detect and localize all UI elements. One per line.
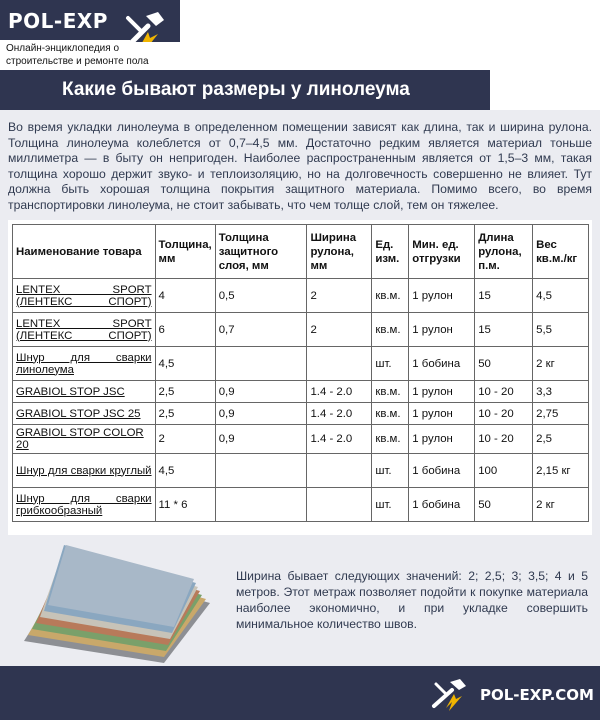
table-cell: 0,9 bbox=[215, 403, 307, 425]
table-cell: 1.4 - 2.0 bbox=[307, 381, 372, 403]
table-row bbox=[13, 347, 589, 381]
table-cell: 4,5 bbox=[533, 279, 589, 313]
table-cell: 1 рулон bbox=[409, 279, 475, 313]
table-cell: шт. bbox=[372, 454, 409, 488]
column-header: Вес кв.м./кг bbox=[533, 225, 589, 279]
product-name-cell[interactable]: GRABIOL STOP COLOR 20 bbox=[13, 425, 156, 454]
table-cell: 2 bbox=[307, 313, 372, 347]
column-header: Наименование товара bbox=[13, 225, 156, 279]
tagline-line: строительстве и ремонте пола bbox=[6, 56, 149, 67]
table-cell: кв.м. bbox=[372, 313, 409, 347]
table-cell: 10 - 20 bbox=[475, 425, 533, 454]
table-cell: шт. bbox=[372, 347, 409, 381]
product-name-cell[interactable]: Шнур для сварки круглый bbox=[13, 454, 156, 488]
table-cell bbox=[307, 488, 372, 522]
table-header-row bbox=[13, 225, 589, 279]
table-row bbox=[13, 488, 589, 522]
table-cell bbox=[215, 347, 307, 381]
table-cell: 1 рулон bbox=[409, 425, 475, 454]
table-cell: 3,3 bbox=[533, 381, 589, 403]
table-cell: 15 bbox=[475, 313, 533, 347]
linoleum-samples-image bbox=[14, 545, 214, 665]
table-cell: 1 бобина bbox=[409, 347, 475, 381]
table-cell: 2,5 bbox=[155, 381, 215, 403]
footer-site-link[interactable]: POL-EXP.COM bbox=[480, 686, 594, 704]
table-body bbox=[13, 279, 589, 522]
table-cell: 10 - 20 bbox=[475, 403, 533, 425]
table-cell: 1 рулон bbox=[409, 313, 475, 347]
table-cell: 2 кг bbox=[533, 488, 589, 522]
table-cell: 2,5 bbox=[155, 403, 215, 425]
product-name-cell[interactable]: LENTEX SPORT (ЛЕНТЕКС СПОРТ) bbox=[13, 279, 156, 313]
tagline bbox=[6, 42, 206, 68]
product-name-cell[interactable]: GRABIOL STOP JSC 25 bbox=[13, 403, 156, 425]
table-cell: 2,5 bbox=[533, 425, 589, 454]
table-cell: 4,5 bbox=[155, 347, 215, 381]
logo-text: POL-EXP bbox=[8, 9, 108, 33]
table-cell: 0,7 bbox=[215, 313, 307, 347]
table-cell: 0,9 bbox=[215, 381, 307, 403]
tools-icon bbox=[428, 676, 472, 712]
column-header: Толщина защитного слоя, мм bbox=[215, 225, 307, 279]
table-cell: 0,9 bbox=[215, 425, 307, 454]
header bbox=[0, 0, 600, 110]
table-cell: 2 кг bbox=[533, 347, 589, 381]
column-header: Ед. изм. bbox=[372, 225, 409, 279]
intro-paragraph: Во время укладки линолеума в определенном помещении зависят как длина, так и ширина рулона. Толщина линолеума колеблется от 0,7–4,5 мм. Достаточно редким является материал тоньше миллиметра — в быту он непригоден. Наиболее распространенным является от 1,5–3 мм, такая толщина хорошо держит звуко- и теплоизоляцию, но на долговечность совершенно не влияет. Тут должна быть хорошая толщина покрытия защитного материала. Помимо всего, во время транспортировки линолеума, не стоит забывать, что чем толще слой, тем он тяжелее. bbox=[8, 120, 592, 212]
table-cell: 1.4 - 2.0 bbox=[307, 425, 372, 454]
table-cell: 1 рулон bbox=[409, 381, 475, 403]
table-row bbox=[13, 381, 589, 403]
table-cell: 10 - 20 bbox=[475, 381, 533, 403]
table-cell: 1.4 - 2.0 bbox=[307, 403, 372, 425]
product-name-cell[interactable]: Шнур для сварки грибкообразный bbox=[13, 488, 156, 522]
product-name-cell[interactable]: GRABIOL STOP JSC bbox=[13, 381, 156, 403]
tagline-line: Онлайн-энциклопедия о bbox=[6, 43, 120, 54]
table-cell: 50 bbox=[475, 488, 533, 522]
table-cell: 6 bbox=[155, 313, 215, 347]
table-cell: 2,75 bbox=[533, 403, 589, 425]
column-header: Толщина, мм bbox=[155, 225, 215, 279]
table-cell: 5,5 bbox=[533, 313, 589, 347]
table-cell: 50 bbox=[475, 347, 533, 381]
table-row bbox=[13, 403, 589, 425]
table-row bbox=[13, 425, 589, 454]
table-cell: 4 bbox=[155, 279, 215, 313]
table-cell: 15 bbox=[475, 279, 533, 313]
table-cell bbox=[215, 488, 307, 522]
product-name-cell[interactable]: Шнур для сварки линолеума bbox=[13, 347, 156, 381]
table-row bbox=[13, 279, 589, 313]
table-cell: 2 bbox=[307, 279, 372, 313]
table-cell: 4,5 bbox=[155, 454, 215, 488]
product-name-cell[interactable]: LENTEX SPORT (ЛЕНТЕКС СПОРТ) bbox=[13, 313, 156, 347]
table-cell: 0,5 bbox=[215, 279, 307, 313]
title-bar bbox=[0, 70, 490, 110]
table-row bbox=[13, 454, 589, 488]
table-cell: 2 bbox=[155, 425, 215, 454]
column-header: Мин. ед. отгрузки bbox=[409, 225, 475, 279]
table-cell bbox=[307, 454, 372, 488]
table-cell: 1 бобина bbox=[409, 454, 475, 488]
column-header: Ширина рулона, мм bbox=[307, 225, 372, 279]
table-cell: кв.м. bbox=[372, 381, 409, 403]
table-cell bbox=[307, 347, 372, 381]
table-cell: кв.м. bbox=[372, 425, 409, 454]
table-cell: 100 bbox=[475, 454, 533, 488]
table-cell: кв.м. bbox=[372, 403, 409, 425]
sizes-table bbox=[12, 224, 589, 522]
table-container bbox=[8, 220, 592, 535]
table-cell: 11 * 6 bbox=[155, 488, 215, 522]
sample-swatches bbox=[24, 545, 210, 663]
widths-paragraph: Ширина бывает следующих значений: 2; 2,5; 3; 3,5; 4 и 5 метров. Этот метраж позволяет подойти к покупке материала наиболее экономично, и при укладке совершить минимальное количество швов. bbox=[236, 569, 588, 631]
table-cell bbox=[215, 454, 307, 488]
page-title: Какие бывают размеры у линолеума bbox=[62, 79, 410, 100]
table-row bbox=[13, 313, 589, 347]
table-cell: 1 бобина bbox=[409, 488, 475, 522]
table-cell: 1 рулон bbox=[409, 403, 475, 425]
table-cell: кв.м. bbox=[372, 279, 409, 313]
table-cell: шт. bbox=[372, 488, 409, 522]
table-cell: 2,15 кг bbox=[533, 454, 589, 488]
column-header: Длина рулона, п.м. bbox=[475, 225, 533, 279]
